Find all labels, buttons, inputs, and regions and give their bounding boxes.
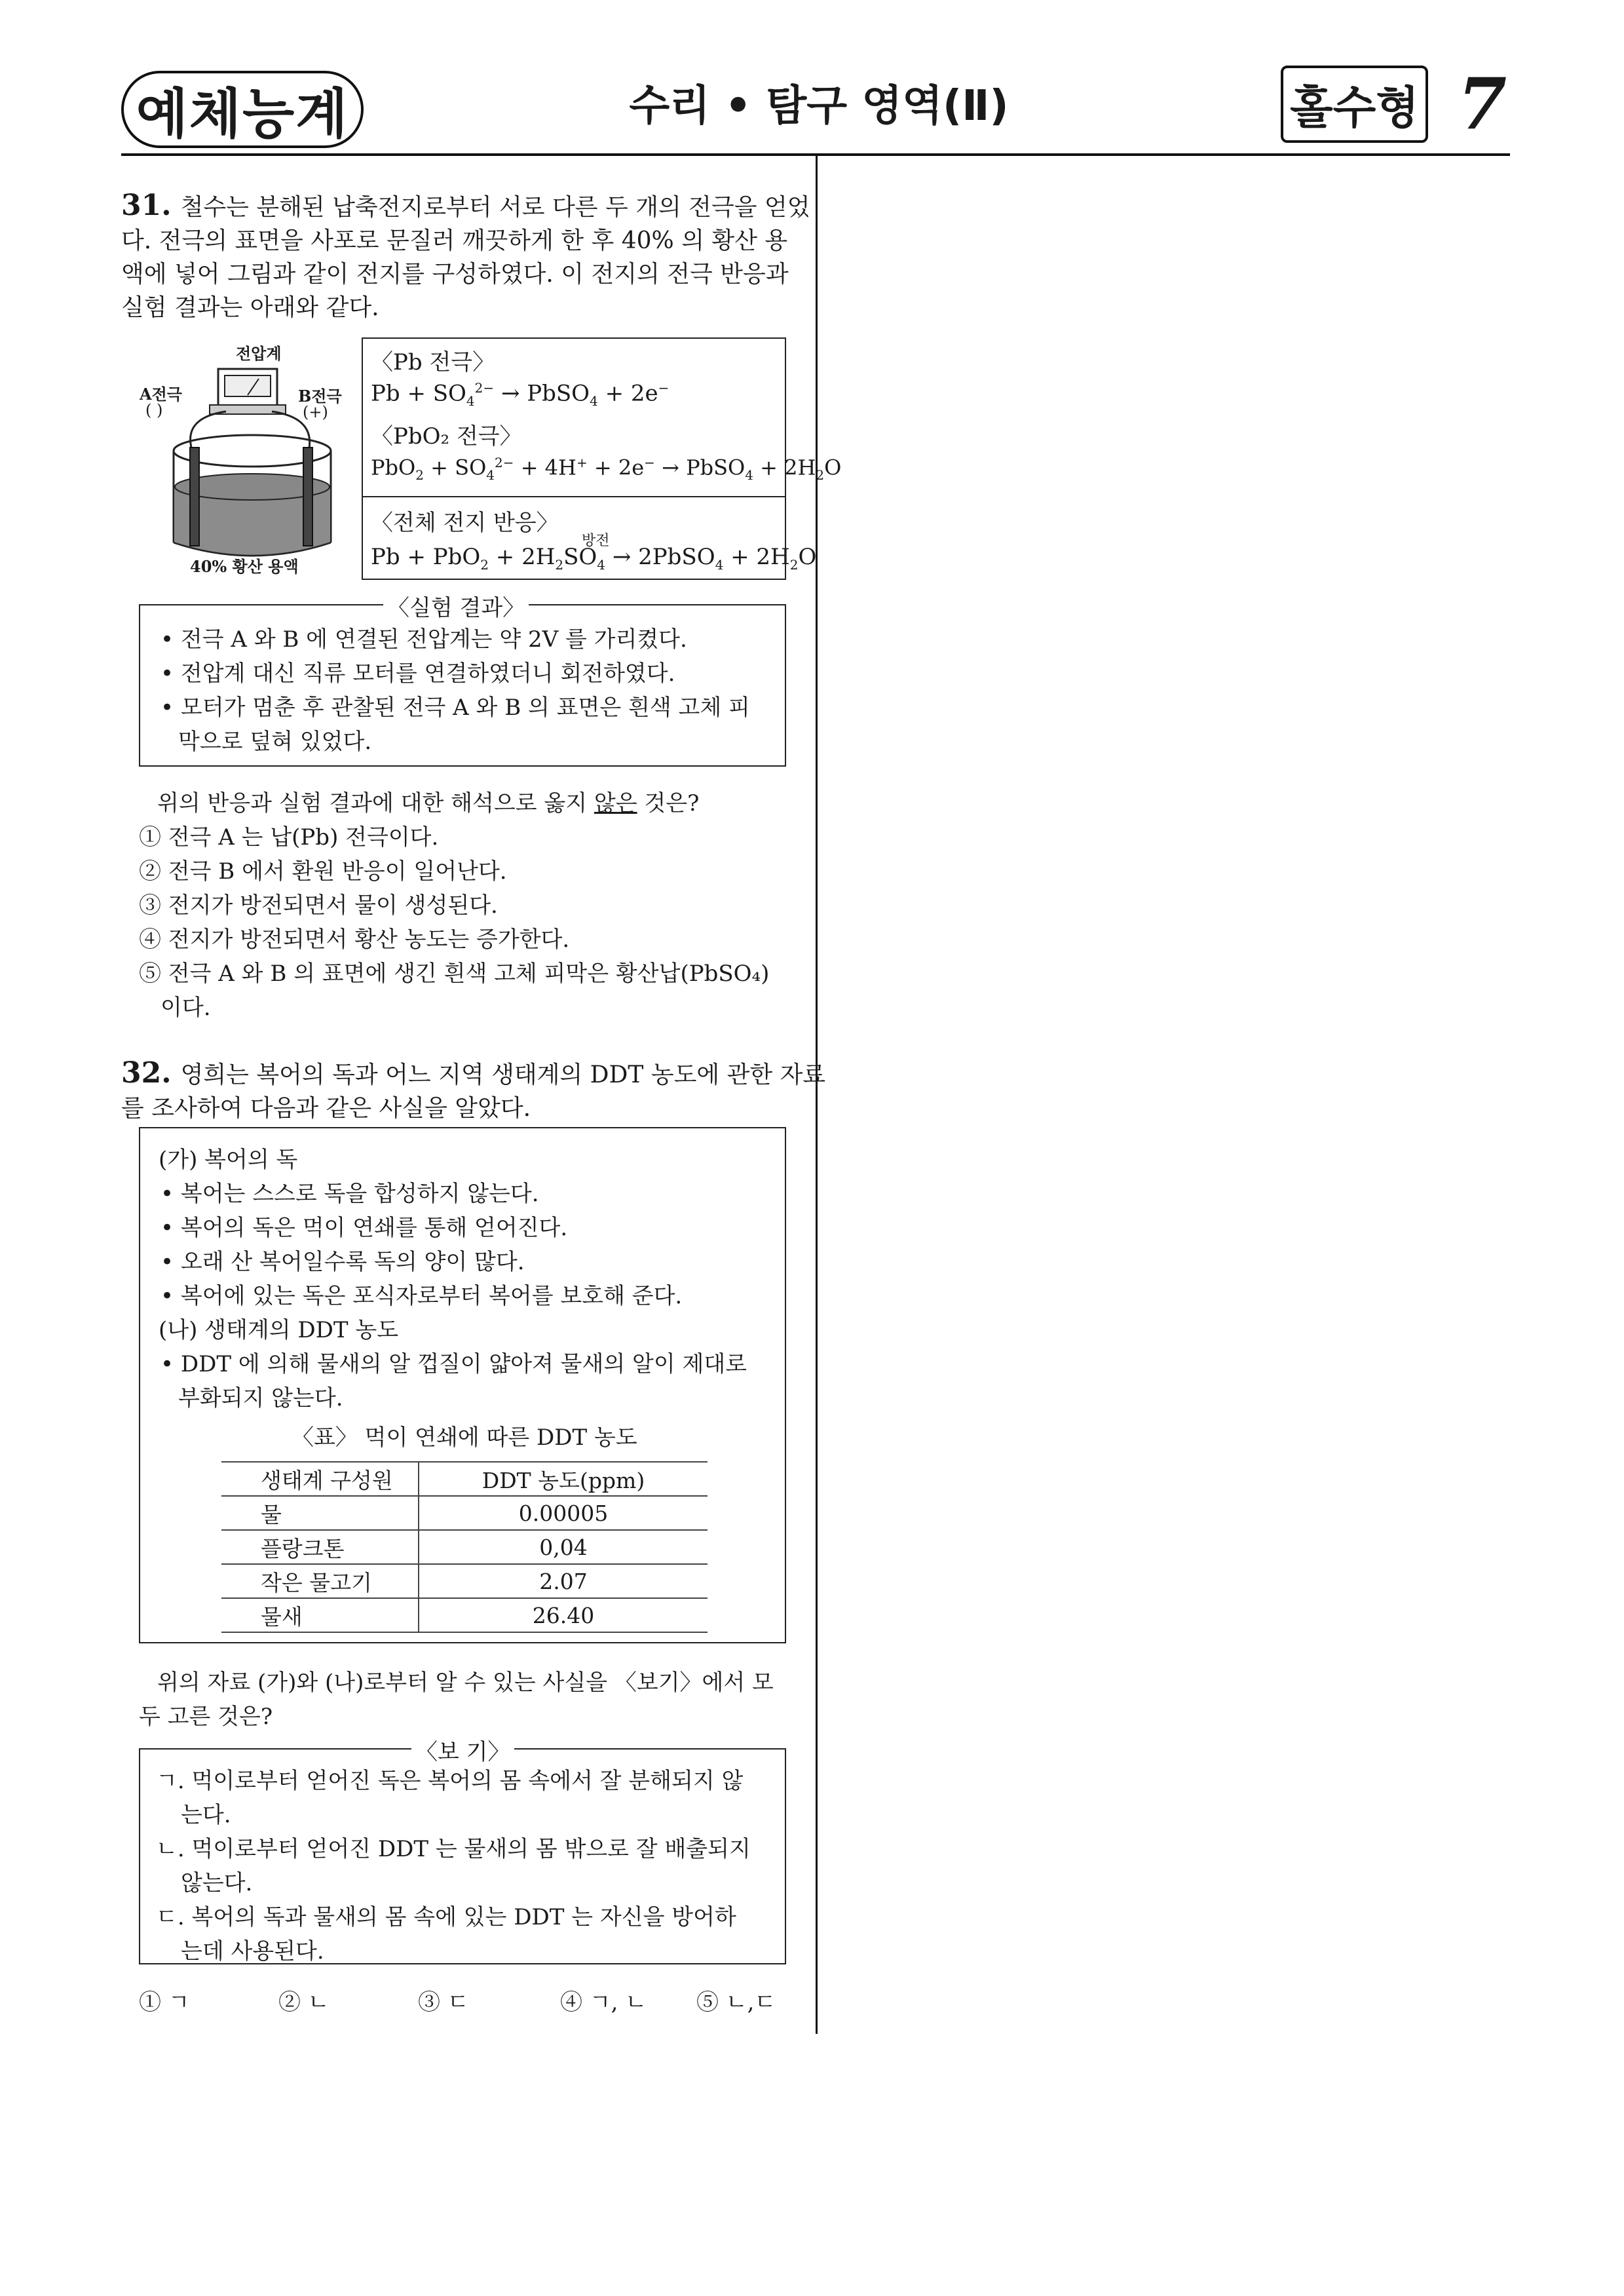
bogi-item-cont: 는다. [181, 1802, 231, 1828]
table-caption: 〈표〉 먹이 연쇄에 따른 DDT 농도 [292, 1425, 637, 1451]
table-cell: 0.00005 [518, 1500, 609, 1526]
q31-number: 31. [121, 189, 172, 222]
section-badge: 예체능계 [121, 71, 364, 148]
bogi-item: ㄷ. 복어의 독과 물새의 몸 속에 있는 DDT 는 자신을 방어하 [156, 1904, 736, 1930]
solution-label: 40% 황산 용액 [190, 557, 299, 576]
electrode-b-sign: (+) [303, 403, 328, 421]
electrode-a-label: A전극 [140, 385, 182, 404]
electrode-b [303, 448, 312, 546]
fact-item: • 복어에 있는 독은 포식자로부터 복어를 보호해 준다. [161, 1283, 683, 1309]
q31-choice-1[interactable]: ① 전극 A 는 납(Pb) 전극이다. [139, 824, 439, 851]
q32-choice-2[interactable]: ② ㄴ [278, 1989, 330, 2016]
bogi-item-cont: 는데 사용된다. [181, 1938, 324, 1964]
table-row [221, 1530, 708, 1564]
q32-choice-4[interactable]: ④ ㄱ, ㄴ [560, 1989, 647, 2016]
table-cell: 물 [221, 1496, 419, 1530]
q32-choice-1[interactable]: ① ㄱ [139, 1989, 190, 2016]
table-cell: 플랑크톤 [221, 1530, 419, 1564]
exam-type-badge: 홀수형 [1281, 66, 1428, 143]
ddt-table [221, 1461, 708, 1633]
q32-number: 32. [121, 1056, 172, 1090]
column-divider [816, 153, 818, 2034]
fact-item: • 오래 산 복어일수록 독의 양이 많다. [161, 1249, 525, 1275]
section-heading: (나) 생태계의 DDT 농도 [159, 1317, 399, 1343]
electrode-a [190, 448, 199, 546]
q31-choice-5[interactable]: ⑤ 전극 A 와 B 의 표면에 생긴 흰색 고체 피막은 황산납(PbSO₄) [139, 961, 770, 987]
q31-stem: 31. 철수는 분해된 납축전지로부터 서로 다른 두 개의 전극을 얻었 다. 전극의 표면을 사포로 문질러 깨끗하게 한 후 40% 의 황산 용 액에 넣어 그림과 같이 전지를 구성하였다. 이 전지의 전극 반응과 실험 결과는 아래와 같다. [121, 189, 810, 321]
q32-prompt: 위의 자료 (가)와 (나)로부터 알 수 있는 사실을 〈보기〉에서 모 [157, 1670, 774, 1696]
discharge-label: 방전 [582, 533, 610, 549]
pb-electrode-header: 〈Pb 전극〉 [371, 349, 495, 375]
total-equation: $Pb + PbO_2 + 2H_2SO_4$ → 2PbSO$_4$ + $2H_2O$ [371, 544, 817, 573]
table-row [221, 1564, 708, 1598]
q31-prompt: 위의 반응과 실험 결과에 대한 해석으로 옳지 않은 것은? [157, 790, 700, 816]
bogi-item-cont: 않는다. [181, 1870, 253, 1896]
q32-choice-3[interactable]: ③ ㄷ [418, 1989, 469, 2016]
total-reaction-header: 〈전체 전지 반응〉 [371, 510, 559, 536]
electrode-b-label: B전극 [298, 387, 342, 406]
table-cell: 0,04 [539, 1534, 588, 1560]
q31-choice-3[interactable]: ③ 전지가 방전되면서 물이 생성된다. [139, 892, 498, 919]
pbo2-equation: $PbO_2 + SO_4^{2-} + 4H^+ + 2e^-$ → PbSO$_4$ + $2H_2O$ [371, 455, 842, 484]
table-row [221, 1496, 708, 1530]
bogi-item: ㄱ. 먹이로부터 얻어진 독은 복어의 몸 속에서 잘 분해되지 않 [156, 1768, 744, 1794]
pb-equation: $Pb + SO_4^{2-}$ → PbSO$_4$ + 2e− [371, 380, 670, 410]
result-item: • 전극 A 와 B 에 연결된 전압계는 약 2V 를 가리켰다. [161, 626, 687, 653]
q31-choice-4[interactable]: ④ 전지가 방전되면서 황산 농도는 증가한다. [139, 927, 570, 953]
reaction-box-divider [362, 496, 786, 497]
result-item-cont: 막으로 덮혀 있었다. [178, 729, 372, 755]
table-cell: 작은 물고기 [221, 1564, 419, 1598]
result-item: • 전압계 대신 직류 모터를 연결하였더니 회전하였다. [161, 660, 675, 687]
section-heading: (가) 복어의 독 [159, 1147, 298, 1173]
table-row [221, 1598, 708, 1632]
table-cell: 물새 [221, 1598, 419, 1632]
q31-choice-5-cont: 이다. [161, 995, 211, 1021]
table-header: 생태계 구성원 [221, 1462, 419, 1496]
fact-item: • DDT 에 의해 물새의 알 껍질이 얇아져 물새의 알이 제대로 [161, 1351, 747, 1377]
q32-stem: 32. 영희는 복어의 독과 어느 지역 생태계의 DDT 농도에 관한 자료 를 조사하여 다음과 같은 사실을 알았다. [121, 1056, 826, 1122]
voltmeter-label: 전압계 [236, 344, 282, 363]
table-header: DDT 농도(ppm) [482, 1467, 645, 1493]
electrode-a-sign: ( ) [145, 401, 163, 419]
result-item: • 모터가 멈춘 후 관찰된 전극 A 와 B 의 표면은 흰색 고체 피 [161, 695, 750, 721]
bogi-title: 〈보 기〉 [411, 1734, 514, 1766]
q32-prompt-cont: 두 고른 것은? [139, 1704, 273, 1730]
experiment-results-title: 〈실험 결과〉 [383, 590, 529, 622]
fact-item: • 복어는 스스로 독을 합성하지 않는다. [161, 1181, 539, 1207]
fact-item-cont: 부화되지 않는다. [178, 1385, 343, 1411]
page-title: 수리 • 탐구 영역(Ⅱ) [629, 82, 1009, 130]
table-header-row [221, 1462, 708, 1496]
table-cell: 26.40 [532, 1602, 595, 1628]
pbo2-electrode-header: 〈PbO₂ 전극〉 [371, 423, 522, 450]
battery-figure [134, 339, 354, 582]
bogi-item: ㄴ. 먹이로부터 얻어진 DDT 는 물새의 몸 밖으로 잘 배출되지 [156, 1836, 751, 1862]
page-number: 7 [1458, 63, 1507, 145]
table-cell: 2.07 [539, 1568, 588, 1594]
q32-choice-5[interactable]: ⑤ ㄴ,ㄷ [696, 1989, 776, 2016]
fact-item: • 복어의 독은 먹이 연쇄를 통해 얻어진다. [161, 1215, 568, 1241]
q31-choice-2[interactable]: ② 전극 B 에서 환원 반응이 일어난다. [139, 858, 507, 885]
